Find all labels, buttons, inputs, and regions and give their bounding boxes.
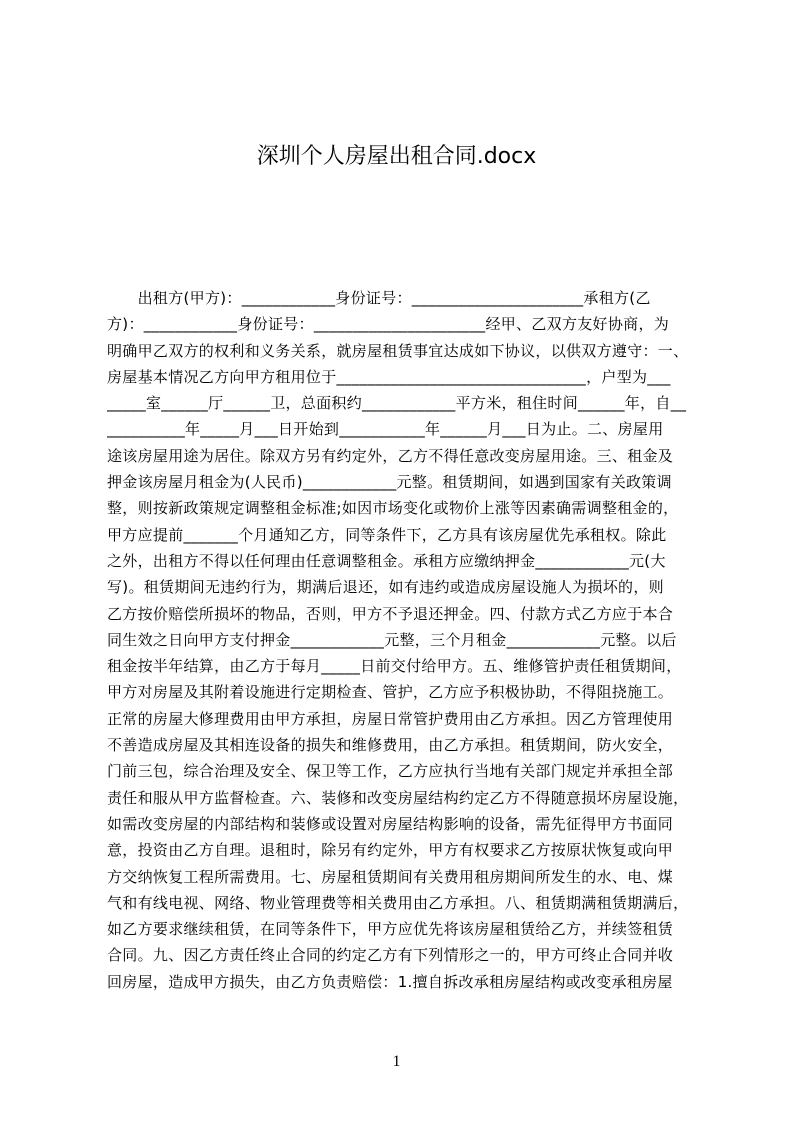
- document-title: 深圳个人房屋出租合同.docx: [256, 144, 537, 169]
- body-line: 合同。九、因乙方责任终止合同的约定乙方有下列情形之一的，甲方可终止合同并收: [107, 946, 674, 965]
- body-line: 乙方按价赔偿所损坏的物品，否则，甲方不予退还押金。四、付款方式乙方应于本合: [107, 604, 674, 623]
- body-line: 气和有线电视、网络、物业管理费等相关费用由乙方承担。八、租赁期满租赁期满后，: [107, 893, 689, 912]
- body-line: 如需改变房屋的内部结构和装修或设置对房屋结构影响的设备，需先征得甲方书面同: [107, 814, 674, 833]
- body-line: 同生效之日向甲方支付押金____________元整，三个月租金____________元整。以后: [107, 630, 677, 649]
- body-line: 正常的房屋大修理费用由甲方承担，房屋日常管护费用由乙方承担。因乙方管理使用: [107, 709, 674, 728]
- contract-body: [107, 285, 698, 995]
- body-line: 门前三包，综合治理及安全、保卫等工作，乙方应执行当地有关部门规定并承担全部: [107, 762, 674, 781]
- body-line: 方交纳恢复工程所需费用。七、房屋租赁期间有关费用租房期间所发生的水、电、煤: [107, 867, 674, 886]
- body-line: 之外，出租方不得以任何理由任意调整租金。承租方应缴纳押金____________元(大: [107, 551, 666, 570]
- body-line: 不善造成房屋及其相连设备的损失和维修费用，由乙方承担。租赁期间，防火安全，: [107, 736, 674, 755]
- body-line: 甲方应提前_______个月通知乙方，同等条件下，乙方具有该房屋优先承租权。除此: [107, 525, 667, 544]
- body-line: 明确甲乙双方的权利和义务关系，就房屋租赁事宜达成如下协议，以供双方遵守：一、: [107, 341, 689, 360]
- body-line: 途该房屋用途为居住。除双方另有约定外，乙方不得任意改变房屋用途。三、租金及: [107, 446, 674, 465]
- body-line: 押金该房屋月租金为(人民币)____________元整。租赁期间，如遇到国家有关政策调: [107, 473, 672, 492]
- body-line: 出租方(甲方)：____________身份证号：______________________承租方(乙: [107, 289, 651, 307]
- body-line: 租金按半年结算，由乙方于每月_____日前交付给甲方。五、维修管护责任租赁期间，: [107, 657, 682, 676]
- body-line: __________年_____月___日开始到___________年______月___日为止。二、房屋用: [107, 420, 664, 439]
- body-line: 整，则按新政策规定调整租金标准;如因市场变化或物价上涨等因素确需调整租金的，: [107, 499, 679, 518]
- body-line: _____室______厅______卫，总面积约____________平方米，租住时间______年，自__: [107, 394, 687, 413]
- body-line: 方)：____________身份证号：______________________经甲、乙双方友好协商，为: [107, 315, 670, 334]
- body-line: 意，投资由乙方自理。退租时，除另有约定外，甲方有权要求乙方按原状恢复或向甲: [107, 841, 674, 860]
- body-line: 责任和服从甲方监督检查。六、装修和改变房屋结构约定乙方不得随意损坏房屋设施，: [107, 788, 689, 807]
- body-line: 回房屋，造成甲方损失，由乙方负责赔偿：1.擅自拆改承租房屋结构或改变承租房屋: [107, 972, 673, 991]
- body-line: 甲方对房屋及其附着设施进行定期检查、管护，乙方应予积极协助，不得阻挠施工。: [107, 683, 674, 702]
- body-line: 写)。租赁期间无违约行为，期满后退还，如有违约或造成房屋设施人为损坏的，则: [107, 578, 664, 597]
- page-number: 1: [392, 1053, 401, 1070]
- body-line: 如乙方要求继续租赁，在同等条件下，甲方应优先将该房屋租赁给乙方，并续签租赁: [107, 920, 674, 939]
- body-line: 房屋基本情况乙方向甲方租用位于________________________________，户型为___: [107, 367, 671, 386]
